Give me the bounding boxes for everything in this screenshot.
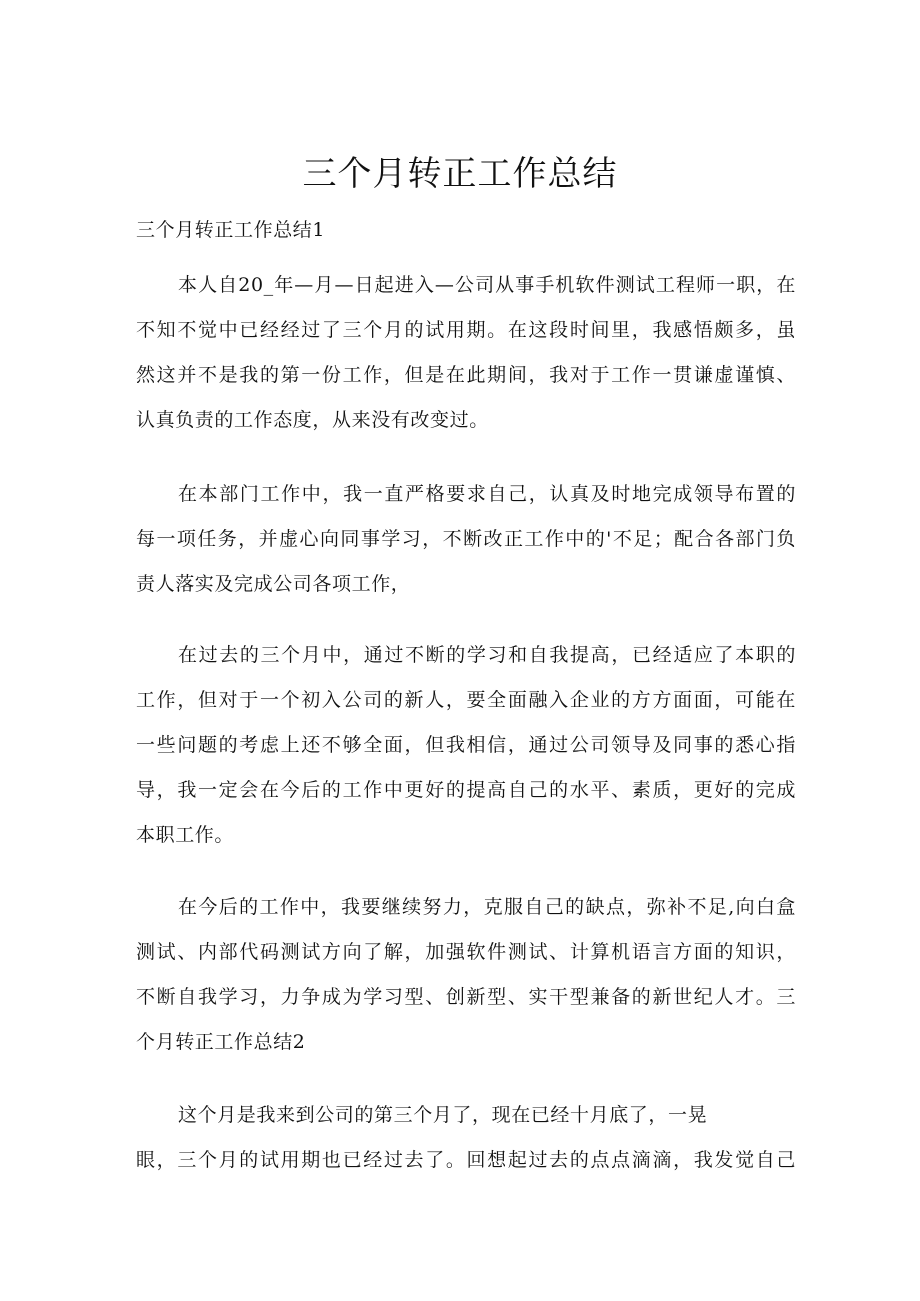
paragraph-3-line-5: 本职工作。 bbox=[136, 824, 235, 846]
paragraph-4-line-3: 不断自我学习，力争成为学习型、创新型、实干型兼备的新世纪人才。三 bbox=[136, 986, 796, 1008]
paragraph-4-line-1: 在今后的工作中，我要继续努力，克服自己的缺点，弥补不足,向白盒 bbox=[178, 896, 796, 918]
document-title: 三个月转正工作总结 bbox=[302, 154, 618, 194]
section-heading-1: 三个月转正工作总结1 bbox=[136, 219, 326, 241]
paragraph-2-line-1: 在本部门工作中，我一直严格要求自己，认真及时地完成领导布置的 bbox=[178, 483, 796, 505]
paragraph-1-line-4: 认真负责的工作态度，从来没有改变过。 bbox=[136, 409, 489, 431]
paragraph-3-line-1: 在过去的三个月中，通过不断的学习和自我提高，已经适应了本职的 bbox=[178, 644, 796, 666]
paragraph-3-line-2: 工作，但对于一个初入公司的新人，要全面融入企业的方方面面，可能在 bbox=[136, 689, 796, 711]
paragraph-2-line-3: 责人落实及完成公司各项工作， bbox=[136, 573, 411, 595]
paragraph-3-line-3: 一些问题的考虑上还不够全面，但我相信，通过公司领导及同事的悉心指 bbox=[136, 734, 796, 756]
paragraph-3-line-4: 导，我一定会在今后的工作中更好的提高自己的水平、素质，更好的完成 bbox=[136, 779, 796, 801]
paragraph-5-line-2: 眼，三个月的试用期也已经过去了。回想起过去的点点滴滴，我发觉自己 bbox=[136, 1149, 796, 1171]
paragraph-1-line-3: 然这并不是我的第一份工作，但是在此期间，我对于工作一贯谦虚谨慎、 bbox=[136, 364, 796, 386]
paragraph-1-line-1: 本人自20_年—月—日起进入—公司从事手机软件测试工程师一职，在 bbox=[178, 274, 796, 296]
paragraph-2-line-2: 每一项任务，并虚心向同事学习，不断改正工作中的'不足；配合各部门负 bbox=[136, 528, 796, 550]
paragraph-4-line-4: 个月转正工作总结2 bbox=[136, 1031, 306, 1053]
paragraph-1-line-2: 不知不觉中已经经过了三个月的试用期。在这段时间里，我感悟颇多，虽 bbox=[136, 319, 796, 341]
paragraph-4-line-2: 测试、内部代码测试方向了解，加强软件测试、计算机语言方面的知识， bbox=[136, 941, 796, 963]
paragraph-5-line-1: 这个月是我来到公司的第三个月了，现在已经十月底了，一晃 bbox=[178, 1104, 708, 1126]
